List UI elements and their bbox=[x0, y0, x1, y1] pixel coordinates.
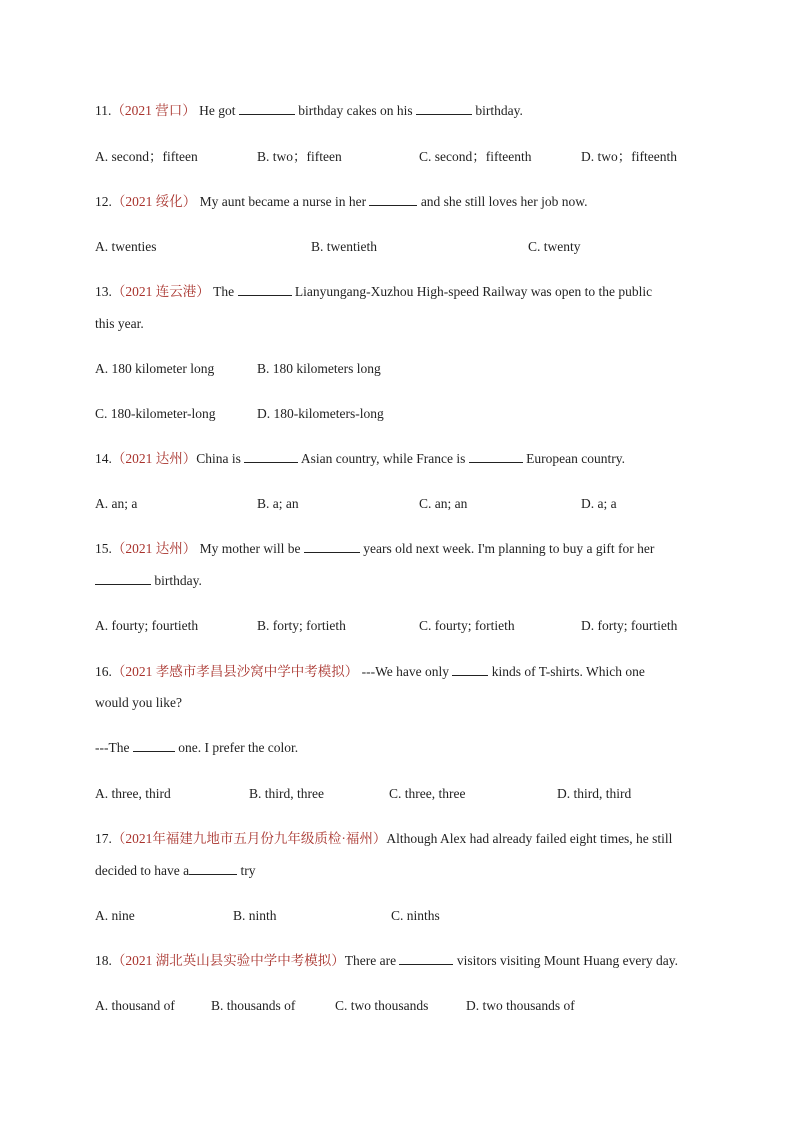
option-a: A. twenties bbox=[95, 239, 157, 254]
question-text: He got bbox=[199, 103, 236, 118]
option-c: C. fourty; fortieth bbox=[419, 618, 515, 633]
question-14 bbox=[95, 450, 625, 468]
question-source: （2021 营口） bbox=[111, 103, 196, 118]
option-b: B. forty; fortieth bbox=[257, 618, 346, 633]
question-13-continued: this year. bbox=[95, 316, 144, 331]
question-15 bbox=[95, 540, 654, 558]
option-d: D. two thousands of bbox=[466, 998, 575, 1013]
answer-blank bbox=[304, 540, 360, 553]
question-text: There are bbox=[344, 953, 397, 968]
option-c: C. second；fifteenth bbox=[419, 149, 532, 164]
question-text: My aunt became a nurse in her bbox=[199, 194, 367, 209]
question-source: （2021 连云港） bbox=[111, 284, 210, 299]
question-15-continued bbox=[95, 572, 202, 590]
question-text: one. I prefer the color. bbox=[178, 740, 299, 755]
question-17-continued bbox=[95, 862, 255, 880]
question-text: Although Alex had already failed eight times, he still bbox=[386, 831, 673, 846]
answer-blank bbox=[469, 450, 523, 463]
answer-blank bbox=[238, 283, 292, 296]
question-text: birthday. bbox=[154, 573, 202, 588]
answer-blank bbox=[369, 193, 417, 206]
option-b: B. a; an bbox=[257, 496, 299, 511]
question-number: 18. bbox=[95, 953, 112, 968]
question-16-continued: would you like? bbox=[95, 695, 182, 710]
question-text: Asian country, while France is bbox=[300, 451, 466, 466]
question-text: years old next week. I'm planning to buy a gift for her bbox=[363, 541, 655, 556]
question-text: try bbox=[240, 863, 256, 878]
option-b: B. twentieth bbox=[311, 239, 377, 254]
answer-blank bbox=[244, 450, 298, 463]
option-c: C. two thousands bbox=[335, 998, 429, 1013]
option-d: D. two；fifteenth bbox=[581, 149, 677, 164]
question-16 bbox=[95, 663, 645, 681]
option-d: D. a; a bbox=[581, 496, 617, 511]
option-a: A. three, third bbox=[95, 786, 171, 801]
answer-blank bbox=[95, 572, 151, 585]
question-text: My mother will be bbox=[199, 541, 301, 556]
option-c: C. 180-kilometer-long bbox=[95, 406, 216, 421]
question-text: China is bbox=[196, 451, 241, 466]
question-source: （2021年福建九地市五月份九年级质检·福州） bbox=[111, 831, 387, 846]
option-c: C. ninths bbox=[391, 908, 440, 923]
answer-blank bbox=[189, 862, 237, 875]
question-number: 12. bbox=[95, 194, 112, 209]
question-source: （2021 孝感市孝昌县沙窝中学中考模拟） bbox=[111, 664, 359, 679]
question-text: birthday. bbox=[475, 103, 523, 118]
option-b: B. ninth bbox=[233, 908, 277, 923]
option-a: A. nine bbox=[95, 908, 135, 923]
option-a: A. fourty; fourtieth bbox=[95, 618, 199, 633]
option-a: A. second；fifteen bbox=[95, 149, 198, 164]
option-a: A. an; a bbox=[95, 496, 138, 511]
question-number: 16. bbox=[95, 664, 112, 679]
question-number: 17. bbox=[95, 831, 112, 846]
option-d: D. 180-kilometers-long bbox=[257, 406, 384, 421]
question-text: Lianyungang-Xuzhou High-speed Railway was open to the public bbox=[294, 284, 653, 299]
question-11 bbox=[95, 102, 523, 120]
question-text: ---The bbox=[95, 740, 130, 755]
answer-blank bbox=[452, 663, 488, 676]
question-text: European country. bbox=[526, 451, 625, 466]
answer-blank bbox=[133, 739, 175, 752]
question-number: 15. bbox=[95, 541, 112, 556]
question-text: visitors visiting Mount Huang every day. bbox=[456, 953, 678, 968]
question-17 bbox=[95, 830, 672, 848]
option-a: A. 180 kilometer long bbox=[95, 361, 215, 376]
question-source: （2021 达州） bbox=[111, 451, 197, 466]
answer-blank bbox=[239, 102, 295, 115]
option-b: B. third, three bbox=[249, 786, 324, 801]
question-18 bbox=[95, 952, 678, 970]
question-source: （2021 湖北英山县实验中学中考模拟） bbox=[111, 953, 345, 968]
option-b: B. two；fifteen bbox=[257, 149, 342, 164]
option-c: C. an; an bbox=[419, 496, 468, 511]
option-a: A. thousand of bbox=[95, 998, 175, 1013]
option-d: D. third, third bbox=[557, 786, 632, 801]
question-text: The bbox=[213, 284, 235, 299]
option-c: C. three, three bbox=[389, 786, 466, 801]
question-number: 11. bbox=[95, 103, 112, 118]
question-12 bbox=[95, 193, 588, 211]
question-source: （2021 绥化） bbox=[111, 194, 197, 209]
question-text: kinds of T-shirts. Which one bbox=[491, 664, 645, 679]
question-number: 13. bbox=[95, 284, 112, 299]
question-text: ---We have only bbox=[361, 664, 449, 679]
option-c: C. twenty bbox=[528, 239, 581, 254]
option-d: D. forty; fourtieth bbox=[581, 618, 678, 633]
answer-blank bbox=[416, 102, 472, 115]
question-text: decided to have a bbox=[95, 863, 190, 878]
option-b: B. thousands of bbox=[211, 998, 296, 1013]
question-16-reply bbox=[95, 739, 298, 757]
question-text: birthday cakes on his bbox=[298, 103, 413, 118]
question-source: （2021 达州） bbox=[111, 541, 197, 556]
question-number: 14. bbox=[95, 451, 112, 466]
option-b: B. 180 kilometers long bbox=[257, 361, 381, 376]
question-13 bbox=[95, 283, 652, 301]
question-text: and she still loves her job now. bbox=[420, 194, 588, 209]
answer-blank bbox=[399, 952, 453, 965]
